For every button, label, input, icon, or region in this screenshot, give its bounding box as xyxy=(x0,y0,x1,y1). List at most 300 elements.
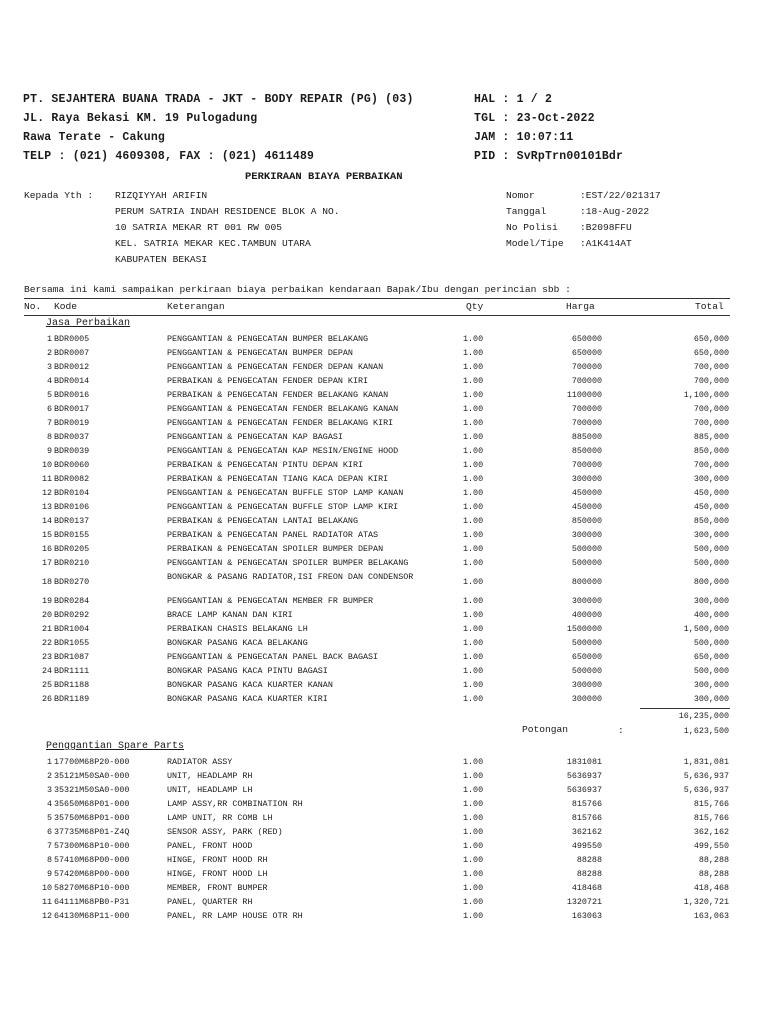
section-title-spare-parts: Penggantian Spare Parts xyxy=(46,741,185,752)
meta-value-tanggal: :18-Aug-2022 xyxy=(580,206,650,217)
item-description: PENGGANTIAN & PENGECATAN FENDER DEPAN KANAN xyxy=(167,362,384,372)
recipient-address-line: 10 SATRIA MEKAR RT 001 RW 005 xyxy=(115,222,282,233)
item-price: 88288 xyxy=(576,855,602,865)
table-row xyxy=(0,883,768,897)
item-code: BDR0037 xyxy=(54,432,90,442)
row-number: 6 xyxy=(46,404,52,414)
item-description: PERBAIKAN CHASIS BELAKANG LH xyxy=(167,624,308,634)
item-price: 300000 xyxy=(571,680,602,690)
item-qty: 1.00 xyxy=(463,544,484,554)
item-qty: 1.00 xyxy=(463,855,484,865)
row-number: 1 xyxy=(46,334,52,344)
table-row xyxy=(0,757,768,771)
item-code: 37735M68P01-Z4Q xyxy=(54,827,130,837)
col-qty: Qty xyxy=(466,301,484,312)
item-total: 300,000 xyxy=(693,694,729,704)
item-description: PANEL, FRONT HOOD xyxy=(167,841,253,851)
row-number: 25 xyxy=(41,680,52,690)
item-code: BDR0284 xyxy=(54,596,90,606)
item-qty: 1.00 xyxy=(463,771,484,781)
item-qty: 1.00 xyxy=(463,376,484,386)
item-price: 1831081 xyxy=(566,757,602,767)
table-row xyxy=(0,418,768,432)
item-description: UNIT, HEADLAMP RH xyxy=(167,771,253,781)
intro-text: Bersama ini kami sampaikan perkiraan biaya perbaikan kendaraan Bapak/Ibu dengan perincian sbb : xyxy=(24,284,571,295)
row-number: 7 xyxy=(46,418,52,428)
table-row xyxy=(0,516,768,530)
row-number: 14 xyxy=(41,516,52,526)
item-qty: 1.00 xyxy=(463,596,484,606)
meta-label-tanggal: Tanggal xyxy=(506,206,547,217)
item-qty: 1.00 xyxy=(463,404,484,414)
item-price: 700000 xyxy=(571,418,602,428)
row-number: 7 xyxy=(46,841,52,851)
item-description: PERBAIKAN & PENGECATAN FENDER BELAKANG KANAN xyxy=(167,390,389,400)
item-qty: 1.00 xyxy=(463,446,484,456)
program-id: PID : SvRpTrn00101Bdr xyxy=(474,150,624,163)
item-qty: 1.00 xyxy=(463,680,484,690)
row-number: 24 xyxy=(41,666,52,676)
item-qty: 1.00 xyxy=(463,558,484,568)
item-description: PENGGANTIAN & PENGECATAN KAP BAGASI xyxy=(167,432,343,442)
item-total: 450,000 xyxy=(693,502,729,512)
table-row xyxy=(0,596,768,610)
item-price: 650000 xyxy=(571,348,602,358)
item-price: 700000 xyxy=(571,362,602,372)
subtotal-rule xyxy=(640,708,730,709)
item-price: 500000 xyxy=(571,666,602,676)
item-code: BDR1111 xyxy=(54,666,90,676)
item-total: 800,000 xyxy=(693,577,729,587)
row-number: 8 xyxy=(46,855,52,865)
item-price: 88288 xyxy=(576,869,602,879)
table-row xyxy=(0,610,768,624)
item-qty: 1.00 xyxy=(463,785,484,795)
item-qty: 1.00 xyxy=(463,911,484,921)
table-row xyxy=(0,624,768,638)
potongan-colon: : xyxy=(618,725,624,736)
item-price: 163063 xyxy=(571,911,602,921)
item-price: 450000 xyxy=(571,488,602,498)
row-number: 26 xyxy=(41,694,52,704)
table-row xyxy=(0,488,768,502)
print-time: JAM : 10:07:11 xyxy=(474,131,574,144)
item-price: 850000 xyxy=(571,446,602,456)
col-keterangan: Keterangan xyxy=(167,301,225,312)
table-row xyxy=(0,390,768,404)
item-total: 1,100,000 xyxy=(683,390,729,400)
row-number: 10 xyxy=(41,460,52,470)
table-row xyxy=(0,544,768,558)
company-address-1: JL. Raya Bekasi KM. 19 Pulogadung xyxy=(23,112,258,125)
item-price: 650000 xyxy=(571,334,602,344)
item-price: 362162 xyxy=(571,827,602,837)
item-price: 300000 xyxy=(571,596,602,606)
meta-value-nomor: :EST/22/021317 xyxy=(580,190,661,201)
table-row xyxy=(0,474,768,488)
item-qty: 1.00 xyxy=(463,897,484,907)
item-code: 35121M50SA0-000 xyxy=(54,771,130,781)
item-price: 500000 xyxy=(571,544,602,554)
item-price: 700000 xyxy=(571,460,602,470)
recipient-address-line: KEL. SATRIA MEKAR KEC.TAMBUN UTARA xyxy=(115,238,311,249)
item-code: BDR0007 xyxy=(54,348,90,358)
item-total: 850,000 xyxy=(693,516,729,526)
row-number: 20 xyxy=(41,610,52,620)
item-description: BRACE LAMP KANAN DAN KIRI xyxy=(167,610,293,620)
item-description: PERBAIKAN & PENGECATAN SPOILER BUMPER DEPAN xyxy=(167,544,384,554)
item-price: 5636937 xyxy=(566,785,602,795)
item-code: BDR0137 xyxy=(54,516,90,526)
item-code: BDR0155 xyxy=(54,530,90,540)
row-number: 8 xyxy=(46,432,52,442)
col-no: No. xyxy=(24,301,42,312)
row-number: 2 xyxy=(46,348,52,358)
row-number: 11 xyxy=(41,474,52,484)
item-total: 700,000 xyxy=(693,460,729,470)
table-row xyxy=(0,432,768,446)
item-description: BONGKAR PASANG KACA KUARTER KANAN xyxy=(167,680,333,690)
item-description: HINGE, FRONT HOOD RH xyxy=(167,855,268,865)
meta-label-nomor: Nomor xyxy=(506,190,535,201)
item-code: 57420M68P00-000 xyxy=(54,869,130,879)
item-total: 650,000 xyxy=(693,334,729,344)
item-price: 700000 xyxy=(571,404,602,414)
item-total: 88,288 xyxy=(698,855,729,865)
item-code: 64130M68P11-000 xyxy=(54,911,130,921)
item-qty: 1.00 xyxy=(463,502,484,512)
row-number: 2 xyxy=(46,771,52,781)
item-total: 400,000 xyxy=(693,610,729,620)
item-code: BDR0005 xyxy=(54,334,90,344)
item-code: BDR1004 xyxy=(54,624,90,634)
table-row xyxy=(0,841,768,855)
row-number: 16 xyxy=(41,544,52,554)
item-code: BDR0270 xyxy=(54,577,90,587)
item-price: 500000 xyxy=(571,558,602,568)
item-total: 1,500,000 xyxy=(683,624,729,634)
recipient-name: RIZQIYYAH ARIFIN xyxy=(115,190,208,201)
row-number: 23 xyxy=(41,652,52,662)
item-total: 5,636,937 xyxy=(683,771,729,781)
item-code: BDR0019 xyxy=(54,418,90,428)
table-row xyxy=(0,680,768,694)
item-price: 650000 xyxy=(571,652,602,662)
table-row xyxy=(0,785,768,799)
item-total: 700,000 xyxy=(693,418,729,428)
table-row xyxy=(0,666,768,680)
item-qty: 1.00 xyxy=(463,390,484,400)
item-qty: 1.00 xyxy=(463,488,484,498)
item-total: 500,000 xyxy=(693,638,729,648)
item-code: 35750M68P01-000 xyxy=(54,813,130,823)
section-title-jasa: Jasa Perbaikan xyxy=(46,318,131,329)
print-date: TGL : 23-Oct-2022 xyxy=(474,112,595,125)
item-qty: 1.00 xyxy=(463,869,484,879)
recipient-address-line: KABUPATEN BEKASI xyxy=(115,254,208,265)
item-qty: 1.00 xyxy=(463,652,484,662)
table-row xyxy=(0,348,768,362)
row-number: 18 xyxy=(41,577,52,587)
item-description: PENGGANTIAN & PENGECATAN BUFFLE STOP LAMP KIRI xyxy=(167,502,399,512)
item-total: 1,320,721 xyxy=(683,897,729,907)
item-total: 300,000 xyxy=(693,596,729,606)
table-row xyxy=(0,376,768,390)
item-qty: 1.00 xyxy=(463,841,484,851)
table-row xyxy=(0,638,768,652)
item-code: 57300M68P10-000 xyxy=(54,841,130,851)
item-price: 885000 xyxy=(571,432,602,442)
item-qty: 1.00 xyxy=(463,813,484,823)
table-row xyxy=(0,446,768,460)
meta-value-nopol: :B2098FFU xyxy=(580,222,632,233)
table-row xyxy=(0,652,768,666)
subtotal-jasa: 16,235,000 xyxy=(678,711,729,721)
item-price: 300000 xyxy=(571,474,602,484)
item-qty: 1.00 xyxy=(463,516,484,526)
row-number: 3 xyxy=(46,785,52,795)
item-code: BDR0210 xyxy=(54,558,90,568)
item-price: 499550 xyxy=(571,841,602,851)
item-code: BDR0016 xyxy=(54,390,90,400)
item-qty: 1.00 xyxy=(463,362,484,372)
item-code: BDR1055 xyxy=(54,638,90,648)
table-row xyxy=(0,460,768,474)
item-price: 850000 xyxy=(571,516,602,526)
item-code: BDR1087 xyxy=(54,652,90,662)
item-code: BDR0014 xyxy=(54,376,90,386)
item-total: 5,636,937 xyxy=(683,785,729,795)
table-row xyxy=(0,404,768,418)
row-number: 12 xyxy=(41,911,52,921)
item-code: BDR0060 xyxy=(54,460,90,470)
item-total: 300,000 xyxy=(693,530,729,540)
table-row xyxy=(0,911,768,925)
item-total: 815,766 xyxy=(693,799,729,809)
item-qty: 1.00 xyxy=(463,418,484,428)
item-total: 500,000 xyxy=(693,666,729,676)
item-code: BDR0106 xyxy=(54,502,90,512)
table-row xyxy=(0,694,768,708)
company-address-2: Rawa Terate - Cakung xyxy=(23,131,166,144)
company-phone: TELP : (021) 4609308, FAX : (021) 4611489 xyxy=(23,150,315,163)
table-row xyxy=(0,855,768,869)
item-description: PERBAIKAN & PENGECATAN TIANG KACA DEPAN KIRI xyxy=(167,474,389,484)
table-top-rule xyxy=(24,298,730,299)
item-description: PERBAIKAN & PENGECATAN PANEL RADIATOR ATAS xyxy=(167,530,379,540)
item-price: 1500000 xyxy=(566,624,602,634)
table-row xyxy=(0,362,768,376)
item-description: PENGGANTIAN & PENGECATAN BUFFLE STOP LAMP KANAN xyxy=(167,488,404,498)
item-total: 450,000 xyxy=(693,488,729,498)
table-row xyxy=(0,502,768,516)
item-total: 850,000 xyxy=(693,446,729,456)
item-qty: 1.00 xyxy=(463,460,484,470)
item-price: 800000 xyxy=(571,577,602,587)
item-total: 885,000 xyxy=(693,432,729,442)
item-description: BONGKAR & PASANG RADIATOR,ISI FREON DAN CONDENSOR xyxy=(167,572,414,582)
item-qty: 1.00 xyxy=(463,757,484,767)
item-qty: 1.00 xyxy=(463,432,484,442)
table-row xyxy=(0,530,768,544)
page-number: HAL : 1 / 2 xyxy=(474,93,553,106)
item-description: HINGE, FRONT HOOD LH xyxy=(167,869,268,879)
meta-value-model: :A1K414AT xyxy=(580,238,632,249)
item-price: 1320721 xyxy=(566,897,602,907)
row-number: 9 xyxy=(46,869,52,879)
item-price: 500000 xyxy=(571,638,602,648)
item-qty: 1.00 xyxy=(463,827,484,837)
row-number: 10 xyxy=(41,883,52,893)
item-code: BDR1188 xyxy=(54,680,90,690)
recipient-address-line: PERUM SATRIA INDAH RESIDENCE BLOK A NO. xyxy=(115,206,340,217)
meta-label-nopol: No Polisi xyxy=(506,222,558,233)
item-total: 1,831,081 xyxy=(683,757,729,767)
item-description: PANEL, QUARTER RH xyxy=(167,897,253,907)
item-qty: 1.00 xyxy=(463,883,484,893)
item-qty: 1.00 xyxy=(463,799,484,809)
row-number: 21 xyxy=(41,624,52,634)
item-description: LAMP UNIT, RR COMB LH xyxy=(167,813,273,823)
item-price: 300000 xyxy=(571,694,602,704)
meta-label-model: Model/Tipe xyxy=(506,238,564,249)
row-number: 5 xyxy=(46,390,52,400)
item-code: 64111M68PB0-P31 xyxy=(54,897,130,907)
item-qty: 1.00 xyxy=(463,334,484,344)
item-description: LAMP ASSY,RR COMBINATION RH xyxy=(167,799,303,809)
item-qty: 1.00 xyxy=(463,577,484,587)
row-number: 4 xyxy=(46,376,52,386)
item-qty: 1.00 xyxy=(463,474,484,484)
item-code: 35650M68P01-000 xyxy=(54,799,130,809)
item-qty: 1.00 xyxy=(463,694,484,704)
item-total: 700,000 xyxy=(693,362,729,372)
item-description: PENGGANTIAN & PENGECATAN FENDER BELAKANG KANAN xyxy=(167,404,399,414)
item-code: BDR0104 xyxy=(54,488,90,498)
row-number: 19 xyxy=(41,596,52,606)
table-row xyxy=(0,869,768,883)
item-code: BDR0039 xyxy=(54,446,90,456)
item-total: 418,468 xyxy=(693,883,729,893)
item-description: SENSOR ASSY, PARK (RED) xyxy=(167,827,283,837)
item-qty: 1.00 xyxy=(463,624,484,634)
item-total: 700,000 xyxy=(693,404,729,414)
item-total: 650,000 xyxy=(693,652,729,662)
item-description: BONGKAR PASANG KACA PINTU BAGASI xyxy=(167,666,328,676)
item-description: PENGGANTIAN & PENGECATAN KAP MESIN/ENGINE HOOD xyxy=(167,446,399,456)
item-price: 300000 xyxy=(571,530,602,540)
item-qty: 1.00 xyxy=(463,530,484,540)
item-description: BONGKAR PASANG KACA KUARTER KIRI xyxy=(167,694,328,704)
col-kode: Kode xyxy=(54,301,78,312)
item-code: 57410M68P00-000 xyxy=(54,855,130,865)
item-code: BDR0012 xyxy=(54,362,90,372)
item-description: PANEL, RR LAMP HOUSE OTR RH xyxy=(167,911,303,921)
table-row xyxy=(0,799,768,813)
table-row xyxy=(0,897,768,911)
item-code: 17700M68P20-000 xyxy=(54,757,130,767)
item-total: 500,000 xyxy=(693,558,729,568)
recipient-label: Kepada Yth : xyxy=(24,190,94,201)
table-header-rule xyxy=(24,315,730,316)
item-description: RADIATOR ASSY xyxy=(167,757,233,767)
potongan-label: Potongan xyxy=(522,724,569,735)
document-title: PERKIRAAN BIAYA PERBAIKAN xyxy=(245,171,403,183)
row-number: 13 xyxy=(41,502,52,512)
item-total: 700,000 xyxy=(693,376,729,386)
item-qty: 1.00 xyxy=(463,348,484,358)
item-description: PENGGANTIAN & PENGECATAN BUMPER DEPAN xyxy=(167,348,353,358)
item-price: 815766 xyxy=(571,799,602,809)
row-number: 15 xyxy=(41,530,52,540)
item-total: 362,162 xyxy=(693,827,729,837)
item-description: PENGGANTIAN & PENGECATAN BUMPER BELAKANG xyxy=(167,334,369,344)
item-price: 1100000 xyxy=(566,390,602,400)
item-description: PERBAIKAN & PENGECATAN LANTAI BELAKANG xyxy=(167,516,358,526)
item-price: 400000 xyxy=(571,610,602,620)
table-row xyxy=(0,334,768,348)
item-description: UNIT, HEADLAMP LH xyxy=(167,785,253,795)
item-qty: 1.00 xyxy=(463,666,484,676)
item-total: 163,063 xyxy=(693,911,729,921)
item-description: PENGGANTIAN & PENGECATAN MEMBER FR BUMPER xyxy=(167,596,374,606)
row-number: 22 xyxy=(41,638,52,648)
item-description: PENGGANTIAN & PENGECATAN SPOILER BUMPER BELAKANG xyxy=(167,558,409,568)
item-code: BDR0017 xyxy=(54,404,90,414)
item-total: 499,550 xyxy=(693,841,729,851)
company-name: PT. SEJAHTERA BUANA TRADA - JKT - BODY REPAIR (PG) (03) xyxy=(23,93,414,106)
item-price: 450000 xyxy=(571,502,602,512)
item-total: 300,000 xyxy=(693,474,729,484)
potongan-value: 1,623,500 xyxy=(683,726,729,736)
item-code: BDR0292 xyxy=(54,610,90,620)
item-total: 650,000 xyxy=(693,348,729,358)
row-number: 17 xyxy=(41,558,52,568)
item-code: 35321M50SA0-000 xyxy=(54,785,130,795)
row-number: 9 xyxy=(46,446,52,456)
item-description: BONGKAR PASANG KACA BELAKANG xyxy=(167,638,308,648)
item-total: 815,766 xyxy=(693,813,729,823)
item-total: 88,288 xyxy=(698,869,729,879)
item-description: MEMBER, FRONT BUMPER xyxy=(167,883,268,893)
table-row xyxy=(0,813,768,827)
row-number: 5 xyxy=(46,813,52,823)
table-row xyxy=(0,572,768,596)
col-total: Total xyxy=(695,301,724,312)
item-code: 58270M68P10-000 xyxy=(54,883,130,893)
item-qty: 1.00 xyxy=(463,638,484,648)
item-price: 418468 xyxy=(571,883,602,893)
item-price: 700000 xyxy=(571,376,602,386)
item-price: 815766 xyxy=(571,813,602,823)
item-description: PERBAIKAN & PENGECATAN FENDER DEPAN KIRI xyxy=(167,376,369,386)
table-row xyxy=(0,771,768,785)
item-description: PERBAIKAN & PENGECATAN PINTU DEPAN KIRI xyxy=(167,460,364,470)
row-number: 1 xyxy=(46,757,52,767)
item-code: BDR0082 xyxy=(54,474,90,484)
item-price: 5636937 xyxy=(566,771,602,781)
item-description: PENGGANTIAN & PENGECATAN PANEL BACK BAGASI xyxy=(167,652,379,662)
row-number: 6 xyxy=(46,827,52,837)
row-number: 3 xyxy=(46,362,52,372)
row-number: 12 xyxy=(41,488,52,498)
item-description: PENGGANTIAN & PENGECATAN FENDER BELAKANG KIRI xyxy=(167,418,394,428)
item-total: 300,000 xyxy=(693,680,729,690)
item-total: 500,000 xyxy=(693,544,729,554)
table-row xyxy=(0,827,768,841)
row-number: 4 xyxy=(46,799,52,809)
item-code: BDR0205 xyxy=(54,544,90,554)
